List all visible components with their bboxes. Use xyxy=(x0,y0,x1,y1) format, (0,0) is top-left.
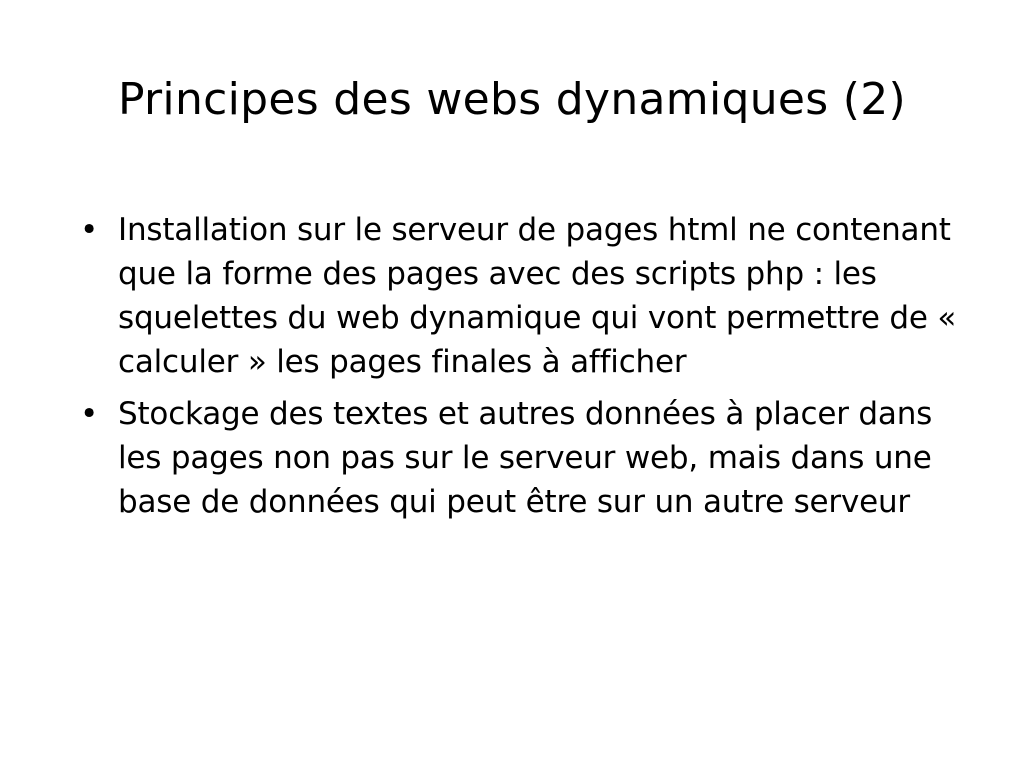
bullet-icon: • xyxy=(80,396,99,432)
bullet-item xyxy=(80,392,970,524)
bullet-item xyxy=(80,208,970,384)
bullet-text: Installation sur le serveur de pages html ne contenant que la forme des pages avec des scripts php : les squelettes du web dynamique qui vont permettre de « calculer » les pages finales à afficher xyxy=(118,212,957,380)
slide-title: Principes des webs dynamiques (2) xyxy=(117,74,907,125)
bullet-icon: • xyxy=(80,212,99,248)
bullet-text: Stockage des textes et autres données à placer dans les pages non pas sur le serveur web, mais dans une base de données qui peut être sur un autre serveur xyxy=(118,396,933,520)
bullet-list xyxy=(80,208,970,532)
